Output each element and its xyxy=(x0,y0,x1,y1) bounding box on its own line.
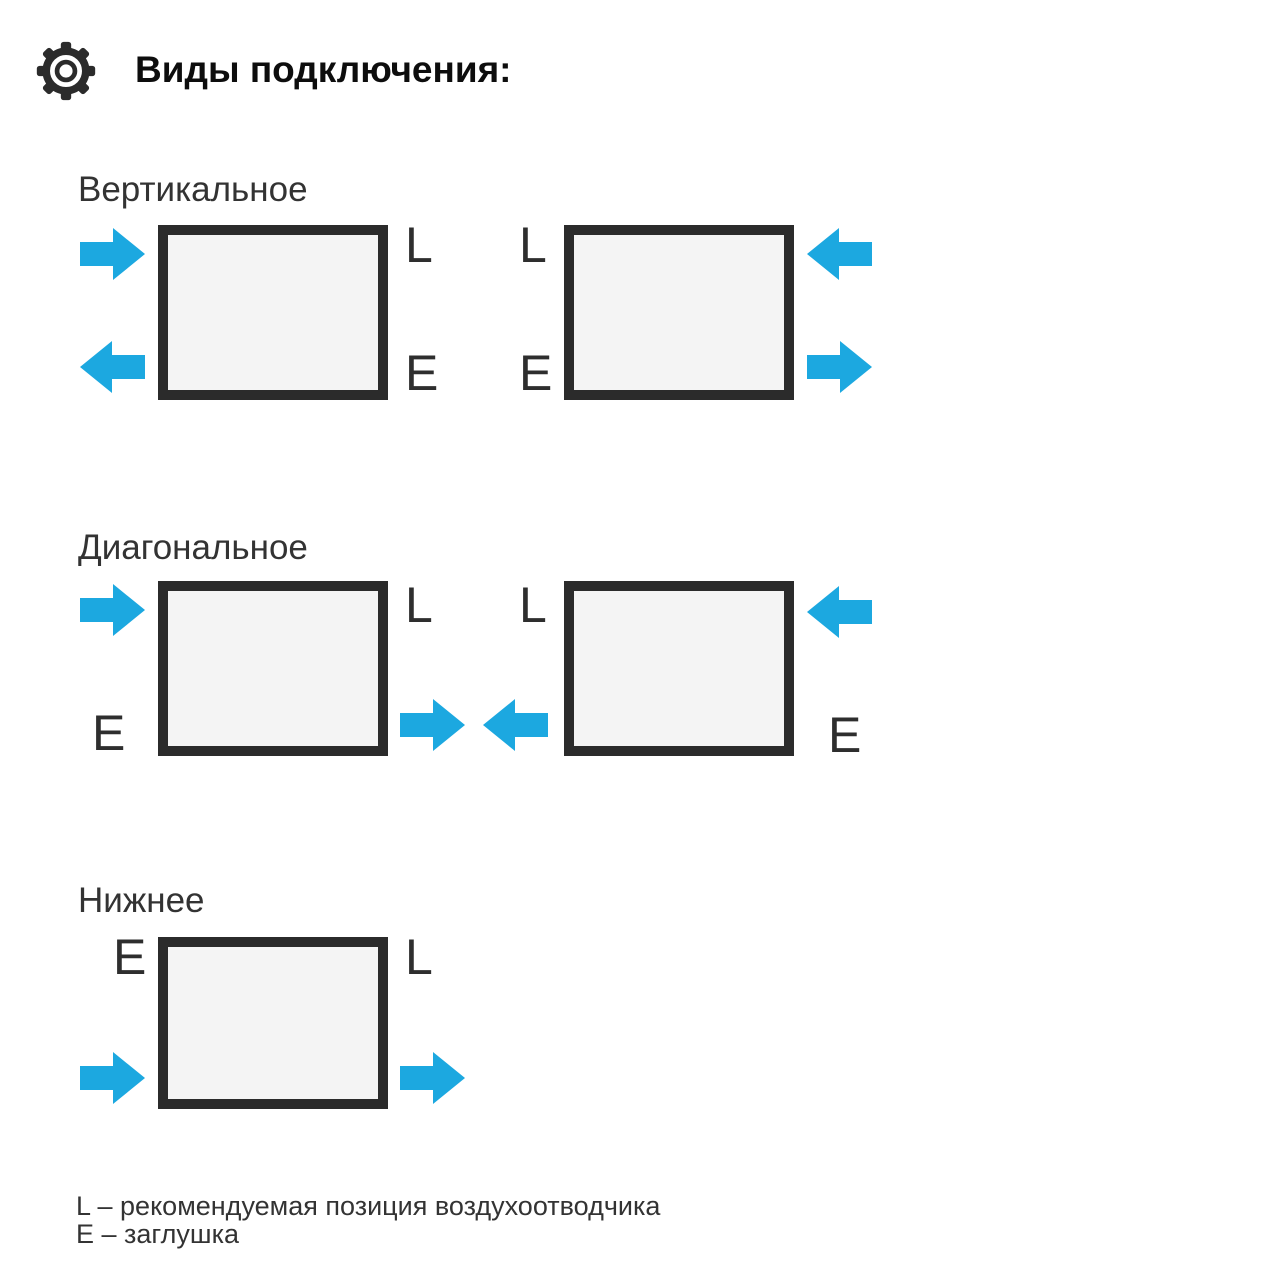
outlet-arrow-icon xyxy=(80,341,145,393)
legend-plug-line: E – заглушка xyxy=(76,1219,240,1249)
vent-label: L xyxy=(405,217,433,273)
radiator-box xyxy=(158,225,388,400)
inlet-arrow-icon xyxy=(807,586,872,638)
radiator-box xyxy=(158,937,388,1109)
plug-label: E xyxy=(405,345,439,401)
inlet-arrow-icon xyxy=(80,228,145,280)
plug-label: E xyxy=(92,705,126,761)
plug-label: E xyxy=(828,707,862,763)
outlet-arrow-icon xyxy=(400,699,465,751)
legend-vent-line: L – рекомендуемая позиция воздухоотводчика xyxy=(76,1191,661,1221)
outlet-arrow-icon xyxy=(807,341,872,393)
page-title: Виды подключения: xyxy=(135,49,512,90)
vent-label: L xyxy=(405,577,433,633)
outlet-arrow-icon xyxy=(483,699,548,751)
radiator-box xyxy=(564,225,794,400)
gear-icon xyxy=(34,39,98,103)
inlet-arrow-icon xyxy=(80,1052,145,1104)
section-heading-vertical: Вертикальное xyxy=(78,170,308,209)
plug-label: E xyxy=(113,929,147,985)
radiator-box xyxy=(158,581,388,756)
vent-label: L xyxy=(519,577,547,633)
inlet-arrow-icon xyxy=(807,228,872,280)
vent-label: L xyxy=(405,929,433,985)
radiator-box xyxy=(564,581,794,756)
section-heading-bottom: Нижнее xyxy=(78,881,205,920)
vent-label: L xyxy=(519,217,547,273)
inlet-arrow-icon xyxy=(80,584,145,636)
plug-label: E xyxy=(519,345,553,401)
outlet-arrow-icon xyxy=(400,1052,465,1104)
section-heading-diagonal: Диагональное xyxy=(78,528,308,567)
